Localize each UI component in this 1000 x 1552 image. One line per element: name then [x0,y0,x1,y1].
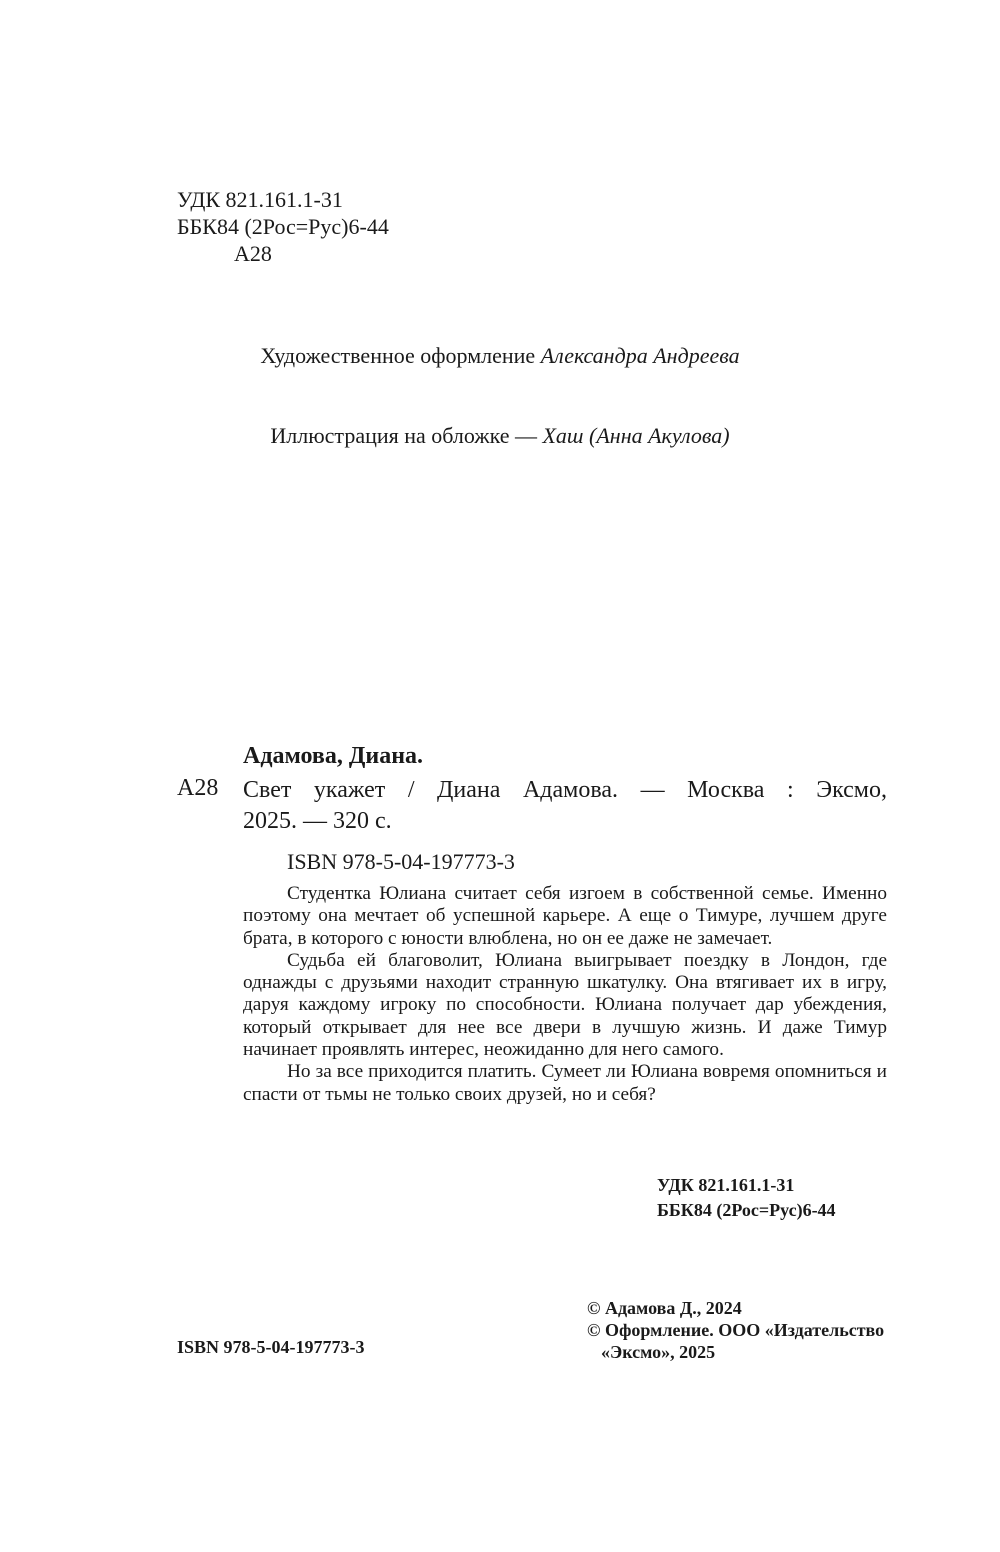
annotation-paragraph: Судьба ей благоволит, Юлиана выигрывает поездку в Лондон, где однажды с друзьями находит странную шкатулку. Она втягивает их в игру, даруя каждому игроку по способности. Юлиана получает дар убеждения, который открывает для нее все двери в лучшую жизнь. И даже Тимур начинает проявлять интерес, неожиданно для него самого. [243,949,887,1061]
annotation-paragraph: Студентка Юлиана считает себя изгоем в собственной семье. Именно поэтому она мечтает об успешной карьере. А еще о Тимуре, лучшем друге брата, в которого с юности влюблена, но он ее даже не замечает. [243,883,887,949]
record-description [243,775,887,837]
record-author-mark: А28 [177,775,219,801]
illustration-credit-name: Хаш (Анна Акулова) [542,423,730,448]
illustration-credit [0,423,1000,449]
author-mark: А28 [234,241,272,266]
udk-code: УДК 821.161.1-31 [177,187,343,212]
annotation-paragraph: Но за все приходится платить. Сумеет ли Юлиана вовремя опомниться и спасти от тьмы не только своих друзей, но и себя? [243,1061,887,1105]
bbk-code: ББК84 (2Рос=Рус)6-44 [177,214,389,239]
record-author: Адамова, Диана. [243,743,424,769]
design-credit-label: Художественное оформление [260,343,536,368]
isbn-bottom: ISBN 978-5-04-197773-3 [177,1337,365,1357]
design-credit [0,343,1000,369]
design-credit-name: Александра Андреева [540,343,740,368]
bottom-bbk: ББК84 (2Рос=Рус)6-44 [657,1200,836,1220]
bottom-udk: УДК 821.161.1-31 [657,1175,795,1195]
copyright-author: © Адамова Д., 2024 [587,1298,742,1318]
record-imprint-line: 2025. — 320 с. [243,808,392,834]
illustration-credit-label: Иллюстрация на обложке — [270,423,537,448]
copyright-publisher: «Эксмо», 2025 [601,1342,716,1362]
record-title-line: Свет укажет / Диана Адамова. — Москва : Эксмо, [243,777,887,803]
classification-codes [177,186,389,267]
annotation [243,883,887,1106]
copyright-block [587,1297,884,1363]
record-isbn: ISBN 978-5-04-197773-3 [287,849,515,874]
copyright-design: © Оформление. ООО «Издательство [587,1320,885,1340]
bottom-classification [657,1173,836,1223]
